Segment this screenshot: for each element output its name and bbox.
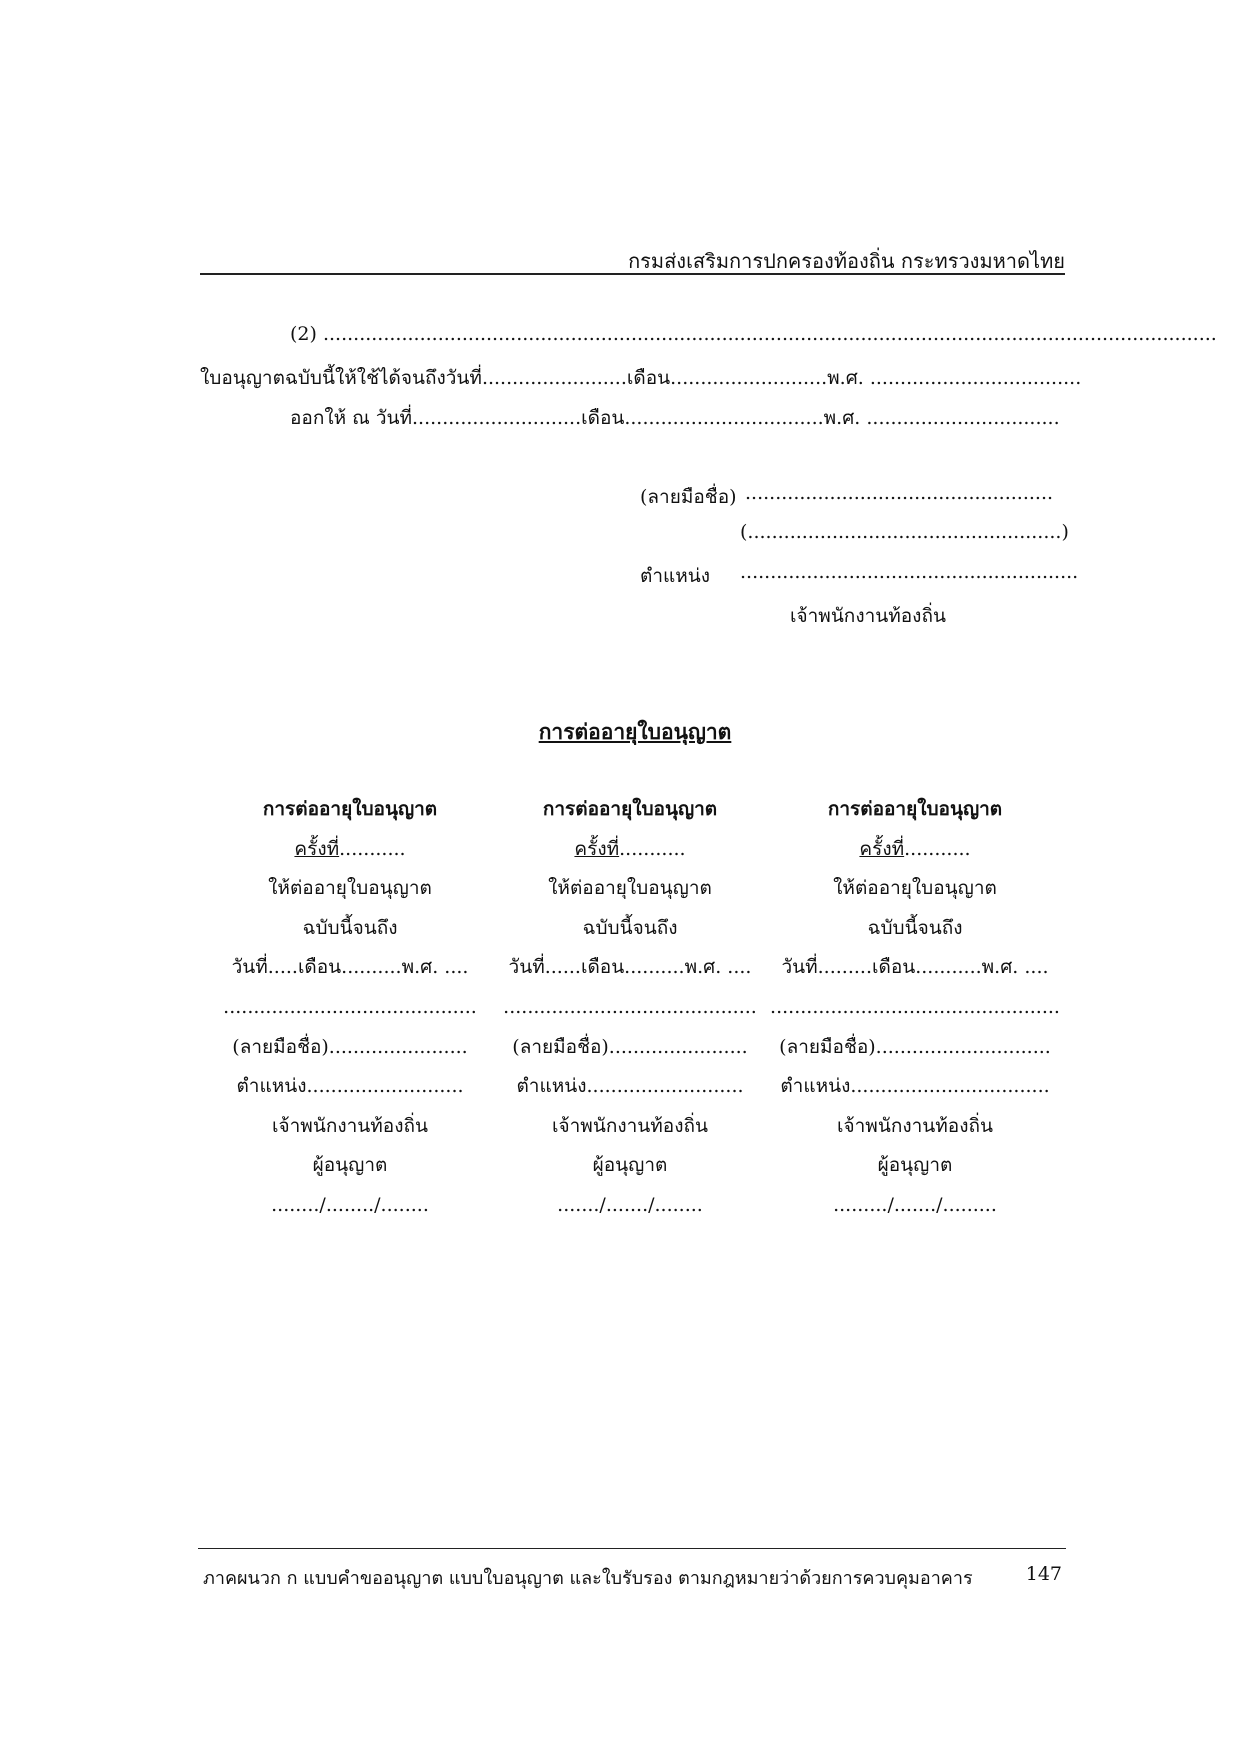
date-line: วันที่......เดือน..........พ.ศ. .... xyxy=(508,956,752,979)
round-label: ครั้งที่ xyxy=(859,837,905,860)
renewal-section-title: การต่ออายุใบอนุญาต xyxy=(538,719,732,744)
date-line: วันที่.....เดือน..........พ.ศ. .... xyxy=(231,956,469,979)
page-number: 147 xyxy=(1025,1563,1062,1585)
position-label: ตำแหน่ง xyxy=(640,565,711,587)
extend-text: ให้ต่ออายุใบอนุญาต xyxy=(548,877,712,900)
until-text: ฉบับนี้จนถึง xyxy=(867,916,963,939)
until-text: ฉบับนี้จนถึง xyxy=(582,916,678,939)
extend-text: ให้ต่ออายุใบอนุญาต xyxy=(833,877,997,900)
renewal-heading: การต่ออายุใบอนุญาต xyxy=(262,798,438,820)
permitter-line: ผู้อนุญาต xyxy=(877,1154,953,1177)
signature-name-line: (....................................................) xyxy=(740,521,1069,543)
extend-text: ให้ต่ออายุใบอนุญาต xyxy=(268,877,432,900)
signature-dots: ................................................... xyxy=(745,482,1054,504)
official-line: เจ้าพนักงานท้องถิ่น xyxy=(552,1114,708,1137)
position-dots: ........................................................ xyxy=(740,561,1079,583)
date-blank: ......../......../........ xyxy=(271,1193,429,1216)
blank-line: ................................................ xyxy=(770,995,1060,1018)
position-line: ตำแหน่ง................................. xyxy=(780,1075,1050,1098)
footer-text: ภาคผนวก ก แบบคำขออนุญาต แบบใบอนุญาต และใบรับรอง ตามกฎหมายว่าด้วยการควบคุมอาคาร xyxy=(203,1568,973,1589)
header-agency: กรมส่งเสริมการปกครองท้องถิ่น กระทรวงมหาดไทย xyxy=(628,249,1065,273)
position-line: ตำแหน่ง.......................... xyxy=(516,1075,744,1098)
official-line: เจ้าพนักงานท้องถิ่น xyxy=(272,1114,428,1137)
round-dots: ........... xyxy=(339,837,406,860)
signature-line: (ลายมือชื่อ)....................... xyxy=(512,1035,748,1058)
renewal-round xyxy=(485,830,775,870)
renewal-heading: การต่ออายุใบอนุญาต xyxy=(542,798,718,820)
blank-line: .......................................... xyxy=(503,995,757,1018)
date-line: วันที่.........เดือน...........พ.ศ. .... xyxy=(781,956,1049,979)
position-line: ตำแหน่ง.......................... xyxy=(236,1075,464,1098)
signature-line: (ลายมือชื่อ)............................. xyxy=(779,1035,1051,1058)
round-label: ครั้งที่ xyxy=(574,837,620,860)
official-line: เจ้าพนักงานท้องถิ่น xyxy=(837,1114,993,1137)
permit-item-2: (2) .................................................................................................................................................... xyxy=(290,323,1217,345)
footer-rule xyxy=(198,1548,1066,1549)
round-dots: ........... xyxy=(904,837,971,860)
permitter-line: ผู้อนุญาต xyxy=(312,1154,388,1177)
blank-line: .......................................... xyxy=(223,995,477,1018)
date-blank: ......./......./........ xyxy=(557,1193,703,1216)
date-blank: ........./......./......... xyxy=(833,1193,997,1216)
permit-issued-on: ออกให้ ณ วันที่............................เดือน.................................พ.ศ. ................................ xyxy=(290,407,1060,429)
until-text: ฉบับนี้จนถึง xyxy=(302,916,398,939)
renewal-column-2 xyxy=(485,790,775,1226)
round-dots: ........... xyxy=(619,837,686,860)
renewal-round xyxy=(770,830,1060,870)
renewal-round xyxy=(205,830,495,870)
header-rule xyxy=(200,273,1065,275)
renewal-column-3 xyxy=(770,790,1060,1226)
permit-valid-until: ใบอนุญาตฉบับนี้ให้ใช้ได้จนถึงวันที่........................เดือน..........................พ.ศ. ................................... xyxy=(200,367,1082,389)
signature-label: (ลายมือชื่อ) xyxy=(640,486,737,508)
official-title: เจ้าพนักงานท้องถิ่น xyxy=(790,605,946,627)
renewal-column-1 xyxy=(205,790,495,1226)
permitter-line: ผู้อนุญาต xyxy=(592,1154,668,1177)
renewal-heading: การต่ออายุใบอนุญาต xyxy=(827,798,1003,820)
round-label: ครั้งที่ xyxy=(294,837,340,860)
signature-line: (ลายมือชื่อ)....................... xyxy=(232,1035,468,1058)
